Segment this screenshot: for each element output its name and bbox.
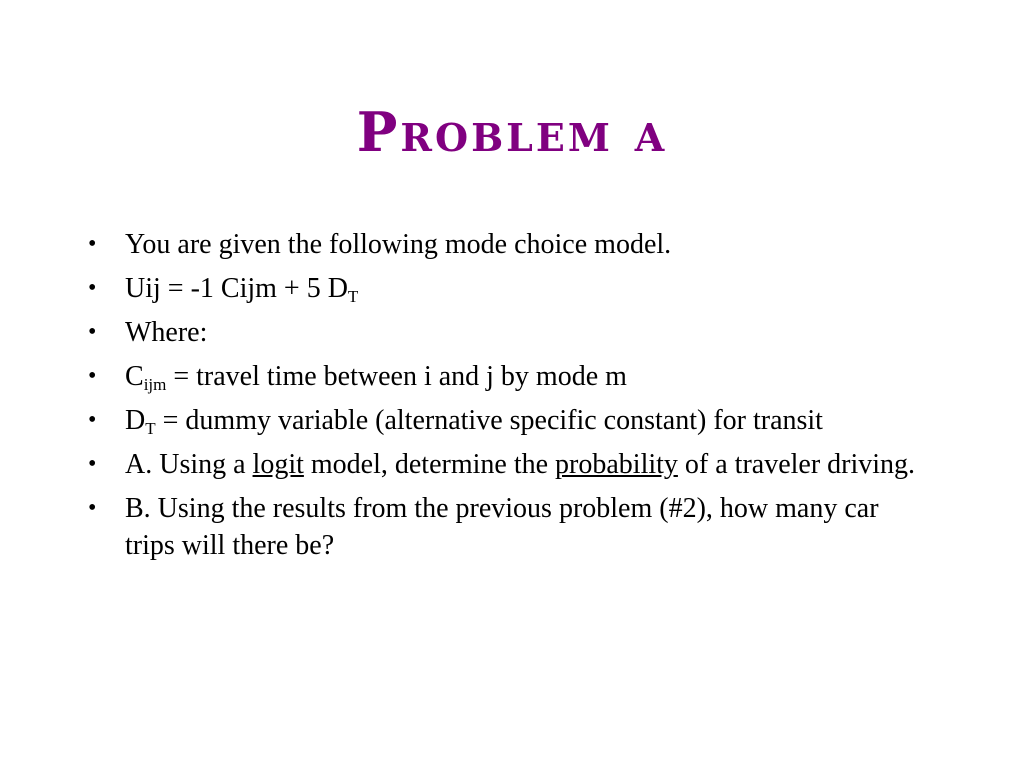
question-text: B. Using the results from the previous problem (#2), how many car trips will there be? [125,493,879,561]
bullet-icon: • [88,451,97,477]
variable-subscript: ijm [143,375,167,394]
bullet-icon: • [88,231,97,257]
bullet-icon: • [88,275,97,301]
question-text: model, determine the [303,449,556,480]
bullet-list [88,226,928,571]
equation-subscript: T [347,287,359,306]
variable-symbol: D [125,405,146,436]
question-text: of a traveler driving. [677,449,916,480]
bullet-item [88,490,928,564]
variable-subscript: T [145,419,156,438]
bullet-icon: • [88,363,97,389]
underlined-term-logit: logit [252,449,304,480]
question-text: A. Using a [125,449,253,480]
variable-symbol: C [125,361,144,392]
equation-text: Uij = -1 Cijm + 5 D [125,273,348,304]
bullet-item [88,446,928,483]
bullet-item [88,314,928,351]
bullet-item [88,358,928,395]
bullet-item [88,402,928,439]
underlined-term-probability: probability [555,449,678,480]
bullet-icon: • [88,495,97,521]
bullet-item [88,270,928,307]
bullet-text: Where: [125,317,208,348]
slide-title: Problem a [356,100,668,164]
bullet-icon: • [88,407,97,433]
bullet-icon: • [88,319,97,345]
variable-definition: = dummy variable (alternative specific constant) for transit [155,405,823,436]
bullet-item [88,226,928,263]
bullet-text: You are given the following mode choice model. [125,229,672,260]
variable-definition: = travel time between i and j by mode m [166,361,627,392]
